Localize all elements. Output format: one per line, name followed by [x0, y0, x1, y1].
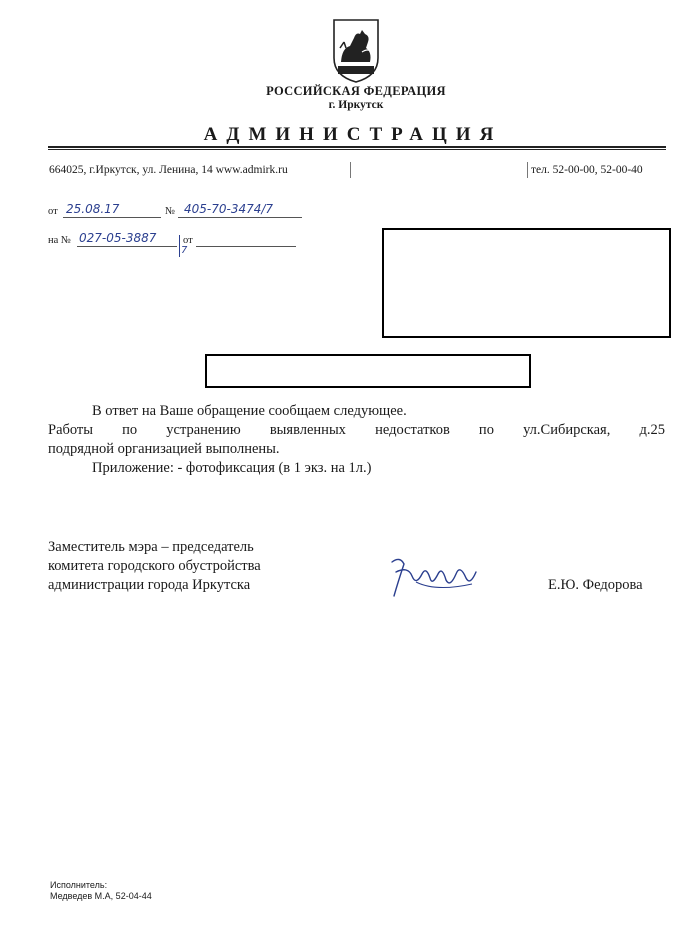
ref-handwritten-tick: [179, 235, 180, 257]
handwritten-signature-icon: [386, 552, 482, 604]
ref-incoming-label: на №: [48, 235, 71, 246]
ref-incoming-number-value: 027-05-3887: [79, 231, 157, 245]
redacted-subject-block: [205, 354, 531, 388]
ref-from-label: от: [48, 206, 58, 217]
ref-incoming-note: 7: [181, 245, 188, 256]
contact-separator: [527, 162, 528, 178]
header-rule-thick: [48, 146, 666, 148]
signer-name: Е.Ю. Федорова: [548, 577, 643, 593]
ref-incoming-from-label: от: [183, 235, 193, 246]
header-title: АДМИНИСТРАЦИЯ: [203, 124, 503, 145]
redacted-recipient-block: [382, 228, 671, 338]
contact-separator: [350, 162, 351, 178]
signer-position-line-2: комитета городского обустройства: [48, 558, 261, 574]
signer-position-line-1: Заместитель мэра – председатель: [48, 539, 254, 555]
body-paragraph-1: В ответ на Ваше обращение сообщаем следующее.: [92, 403, 407, 419]
body-paragraph-2-line-1: Работы по устранению выявленных недостатков по ул.Сибирская, д.25: [48, 422, 665, 438]
header-city: г. Иркутск: [328, 99, 384, 111]
header-country: РОССИЙСКАЯ ФЕДЕРАЦИЯ: [266, 84, 446, 98]
ref-number-label: №: [165, 206, 176, 217]
contact-address: 664025, г.Иркутск, ул. Ленина, 14 www.admirk.ru: [49, 164, 288, 176]
executor-name: Медведев М.А, 52-04-44: [50, 891, 152, 901]
executor-label: Исполнитель:: [50, 880, 108, 890]
ref-number-value: 405-70-3474/7: [184, 202, 274, 216]
signer-position-line-3: администрации города Иркутска: [48, 577, 251, 593]
header-rule-thin: [48, 149, 666, 150]
irkutsk-coat-of-arms-icon: [332, 18, 380, 84]
contact-phone: тел. 52-00-00, 52-00-40: [531, 164, 643, 176]
ref-date-value: 25.08.17: [66, 202, 120, 216]
body-paragraph-2-line-2: подрядной организацией выполнены.: [48, 441, 280, 457]
ref-incoming-date-field: [196, 232, 296, 247]
body-attachment-line: Приложение: - фотофиксация (в 1 экз. на 1л.): [92, 460, 372, 476]
